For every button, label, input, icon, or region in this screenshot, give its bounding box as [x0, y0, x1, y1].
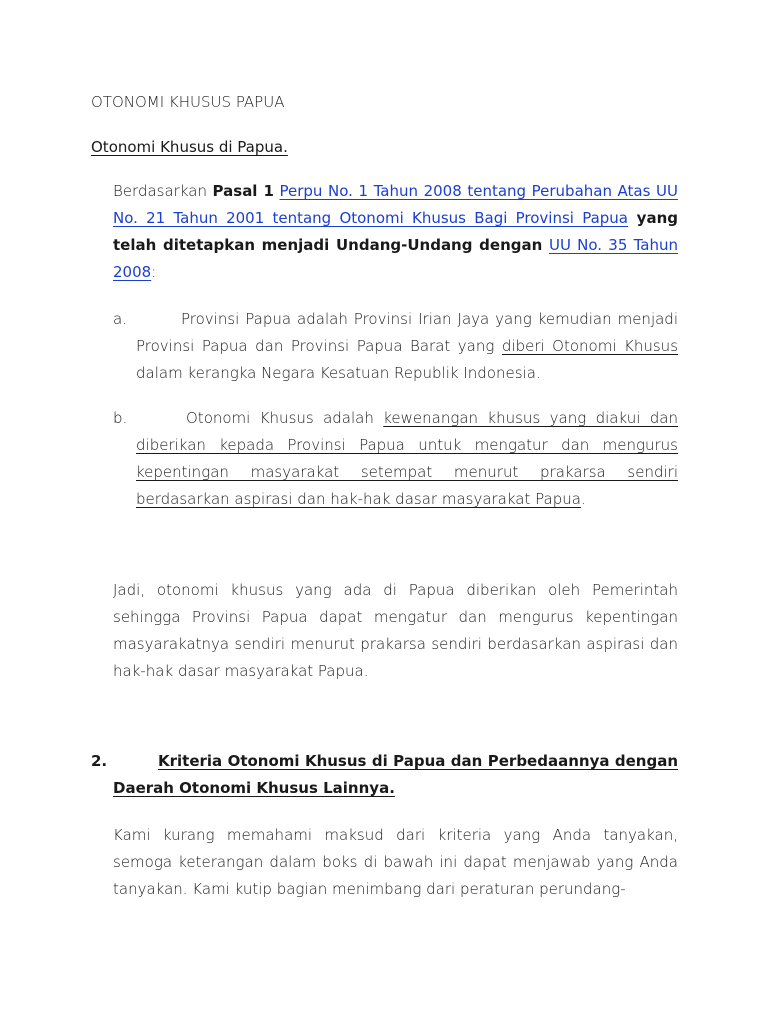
- list-item-b-underlined: kewenangan khusus yang diakui dan diberikan kepada Provinsi Papua untuk mengatur dan mengurus kepentingan masyarakat setempat menurut prakarsa sendiri berdasarkan aspirasi dan hak-hak dasar masyarakat Papua: [136, 409, 678, 508]
- list-item-b-text-end: .: [580, 490, 586, 508]
- section-2-heading-text: Kriteria Otonomi Khusus di Papua dan Perbedaannya dengan Daerah Otonomi Khusus Lainnya.: [113, 752, 678, 797]
- list-item-b-text: Otonomi Khusus adalah: [186, 409, 384, 427]
- list-item-a-text-end: dalam kerangka Negara Kesatuan Republik Indonesia.: [136, 364, 541, 382]
- conclusion-paragraph: Jadi, otonomi khusus yang ada di Papua diberikan oleh Pemerintah sehingga Provinsi Papua dapat mengatur dan mengurus kepentingan masyarakatnya sendiri menurut prakarsa sendiri berdasarkan aspirasi dan hak-hak dasar masyarakat Papua.: [113, 581, 678, 680]
- section-2-body: Kami kurang memahami maksud dari kriteria yang Anda tanyakan, semoga keterangan dalam boks di bawah ini dapat menjawab yang Anda tanyakan. Kami kutip bagian menimbang dari peraturan perundang-: [113, 826, 678, 898]
- uu-35-link[interactable]: UU No. 35 Tahun 2008: [113, 236, 678, 281]
- section-1-heading: [91, 134, 288, 160]
- pasal-reference: Pasal 1: [212, 182, 274, 200]
- list-marker-b: b.: [113, 409, 128, 427]
- list-item-b-content: [113, 405, 678, 513]
- document-title: OTONOMI KHUSUS PAPUA: [91, 93, 285, 111]
- list-item-a-content: [113, 306, 678, 387]
- list-item-a: [113, 306, 678, 387]
- intro-prefix: Berdasarkan: [113, 182, 213, 200]
- section-1-heading-text: Otonomi Khusus di Papua.: [91, 138, 288, 156]
- section-2-number: 2.: [91, 752, 108, 770]
- list-marker-a: a.: [113, 310, 127, 328]
- list-item-a-text: Provinsi Papua adalah Provinsi Irian Jaya yang kemudian menjadi Provinsi Papua dan Provinsi Papua Barat yang: [136, 310, 678, 355]
- intro-suffix: :: [151, 263, 157, 281]
- section-2-heading-content: [91, 748, 678, 802]
- list-item-b: [113, 405, 678, 513]
- perpu-link[interactable]: Perpu No. 1 Tahun 2008 tentang Perubahan Atas UU No. 21 Tahun 2001 tentang Otonomi Khusus Bagi Provinsi Papua: [113, 182, 678, 227]
- section-2-heading: [91, 748, 678, 802]
- intro-paragraph: [113, 178, 678, 286]
- list-item-a-underlined: diberi Otonomi Khusus: [501, 337, 679, 355]
- intro-middle: yang telah ditetapkan menjadi Undang-Undang dengan: [113, 209, 678, 254]
